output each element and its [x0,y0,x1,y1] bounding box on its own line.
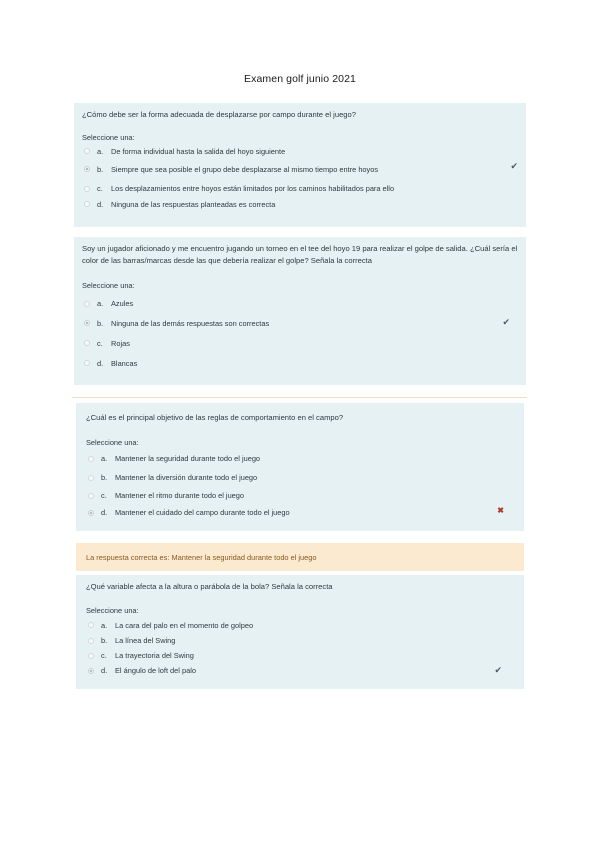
question-1 [74,103,526,227]
option-label: Rojas [111,338,130,348]
question-text: ¿Cómo debe ser la forma adecuada de desplazarse por campo durante el juego? [82,110,356,119]
select-prompt: Seleccione una: [86,438,139,447]
option-letter: b. [97,164,104,174]
radio-icon[interactable] [88,622,94,628]
option-label: La trayectoria del Swing [115,651,194,660]
option-label: La cara del palo en el momento de golpeo [115,620,254,630]
page-title: Examen golf junio 2021 [244,73,356,85]
radio-icon[interactable] [88,653,94,659]
option-letter: c. [97,338,103,348]
option-label: De forma individual hasta la salida del hoyo siguiente [111,146,286,156]
question-text: ¿Qué variable afecta a la altura o parábola de la bola? Señala la correcta [86,582,333,591]
option-letter: a. [101,454,108,463]
radio-icon[interactable] [88,456,94,462]
checkmark-icon: ✔ [510,161,518,171]
section-divider [72,397,527,398]
cross-icon: ✖ [497,506,504,515]
radio-selected-icon[interactable] [88,668,94,674]
answer-option-c[interactable] [82,180,518,197]
option-label: El ángulo de loft del palo [115,666,196,675]
option-letter: c. [101,651,107,660]
answer-option-d[interactable] [86,504,516,521]
radio-selected-icon[interactable] [84,166,90,172]
radio-selected-icon[interactable] [84,320,90,326]
option-letter: a. [101,620,108,630]
option-label: Ninguna de las demás respuestas son correctas [111,318,270,328]
answer-option-a[interactable] [82,294,518,313]
radio-icon[interactable] [84,148,90,154]
radio-icon[interactable] [88,638,94,644]
option-label: Mantener el ritmo durante todo el juego [115,491,245,500]
option-letter: c. [97,184,103,193]
option-label: La línea del Swing [115,636,176,645]
question-2 [74,237,526,385]
question-4 [76,575,524,689]
select-prompt: Seleccione una: [82,133,135,142]
option-label: Mantener la diversión durante todo el juego [115,473,258,482]
option-letter: b. [101,636,108,645]
option-letter: d. [101,508,108,517]
feedback-correct-answer: La respuesta correcta es: Mantener la seguridad durante todo el juego [76,543,524,571]
answer-option-d[interactable] [86,663,516,678]
option-letter: b. [101,473,108,482]
option-label: Siempre que sea posible el grupo debe desplazarse al mismo tiempo entre hoyos [111,164,379,174]
radio-icon[interactable] [84,360,90,366]
answer-option-c[interactable] [86,487,516,504]
select-prompt: Seleccione una: [82,281,135,290]
answer-option-b[interactable] [86,633,516,648]
option-letter: d. [97,199,104,209]
answer-option-b[interactable] [82,158,518,180]
radio-icon[interactable] [84,301,90,307]
option-letter: a. [97,299,104,308]
question-text: ¿Cuál es el principal objetivo de las reglas de comportamiento en el campo? [86,413,344,422]
question-3 [76,403,524,531]
option-label: Mantener el cuidado del campo durante todo el juego [115,508,290,517]
checkmark-icon: ✔ [494,665,502,675]
option-letter: a. [97,146,104,156]
answer-option-d[interactable] [82,353,518,373]
radio-icon[interactable] [84,340,90,346]
option-label: Mantener la seguridad durante todo el juego [115,454,261,463]
answer-option-d[interactable] [82,197,518,211]
checkmark-icon: ✔ [502,317,510,327]
option-label: Blancas [111,358,138,368]
option-letter: b. [97,318,104,328]
select-prompt: Seleccione una: [86,606,139,615]
answer-option-a[interactable] [86,449,516,468]
option-letter: d. [97,358,104,368]
option-label: Ninguna de las respuestas planteadas es correcta [111,199,276,209]
option-letter: c. [101,491,107,500]
radio-icon[interactable] [84,186,90,192]
option-label: Azules [111,299,134,308]
radio-selected-icon[interactable] [88,510,94,516]
answer-option-c[interactable] [82,333,518,353]
option-label: Los desplazamientos entre hoyos están limitados por los caminos habilitados para ello [111,184,395,193]
radio-icon[interactable] [88,475,94,481]
answer-option-b[interactable] [86,468,516,487]
option-letter: d. [101,666,108,675]
answer-option-c[interactable] [86,648,516,663]
answer-option-b[interactable] [82,313,518,333]
answer-option-a[interactable] [86,617,516,633]
question-text: Soy un jugador aficionado y me encuentro jugando un torneo en el tee del hoyo 19 para realizar el golpe de salida. ¿Cuál sería el color de las barras/marcas desde las que debería realizar el golpe? Señala la correcta [82,244,518,265]
radio-icon[interactable] [84,201,90,207]
answer-option-a[interactable] [82,144,518,158]
radio-icon[interactable] [88,493,94,499]
